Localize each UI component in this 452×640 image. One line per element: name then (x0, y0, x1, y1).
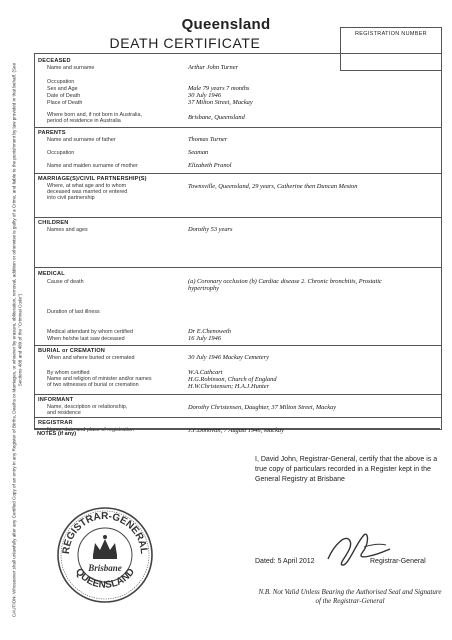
minister-value-2: H.W.Christensen; H.A.J.Hunter (188, 383, 270, 390)
section-medical: MEDICAL (38, 271, 65, 277)
divider (35, 417, 441, 418)
marriage-label-2: deceased was married or entered (47, 189, 128, 195)
section-marriage: MARRIAGE(S)/CIVIL PARTNERSHIP(S) (38, 176, 147, 182)
father-value: Thomas Turner (188, 136, 228, 143)
children-value: Dorothy 53 years (188, 226, 233, 233)
section-children: CHILDREN (38, 220, 69, 226)
cause-label: Cause of death (47, 279, 84, 285)
section-parents: PARENTS (38, 130, 66, 136)
divider (35, 173, 441, 174)
caution-notice (8, 60, 26, 620)
registrar-general-seal (55, 505, 155, 605)
seal-city: Brisbane (88, 563, 122, 573)
sex-age-value: Male 79 years 7 months (188, 85, 250, 92)
divider (34, 428, 440, 429)
registration-label: REGISTRATION NUMBER (355, 31, 427, 37)
attendant-label: Medical attendant by whom certified (47, 329, 133, 335)
name-value: Arthur John Turner (188, 64, 239, 71)
last-seen-value: 16 July 1946 (188, 335, 222, 342)
duration-label: Duration of last illness (47, 309, 100, 315)
last-seen-label: When he/she last saw deceased (47, 336, 125, 342)
divider (35, 127, 441, 128)
certification-text: I, David John, Registrar-General, certify that the above is a true copy of particulars recorded in a Register kept in the General Registry at Brisbane (255, 456, 438, 483)
date-of-death-value: 30 July 1946 (188, 92, 222, 99)
father-label: Name and surname of father (47, 137, 116, 143)
birthplace-label-1: Where born and, if not born in Australia, (47, 112, 142, 118)
section-burial: BURIAL or CREMATION (38, 348, 105, 354)
caution-text: CAUTION: Whosoever shall unlawfully alter any Certified Copy of an entry in any Register of Births, Deaths or Marriages, or whoever by erasure, obliteration, removal, addition or otherwise is guilty of a Crime, and liable to the punishment by law provided in that behalf. (See Sections 488 and 489 of the "Criminal Code") (11, 62, 22, 618)
mother-value: Elizabeth Pranol (188, 162, 232, 169)
informant-label-2: and residence (47, 410, 81, 416)
place-of-death-label: Place of Death (47, 100, 83, 106)
validity-note: N.B. Not Valid Unless Bearing the Authorised Seal and Signature of the Registrar-General (258, 588, 442, 605)
mother-label: Name and maiden surname of mother (47, 163, 138, 169)
father-occupation-label: Occupation (47, 150, 75, 156)
divider (35, 394, 441, 395)
father-occupation-value: Seaman (188, 149, 209, 156)
section-registrar: REGISTRAR (38, 420, 73, 426)
place-of-death-value: 37 Milton Street, Mackay (188, 99, 253, 106)
birthplace-label-2: period of residence in Australia (47, 118, 121, 124)
registrar-value: J.F.Donovan, 7 August 1946, Mackay (188, 427, 284, 434)
minister-label-1: Name and religion of minister and/or names (47, 376, 152, 382)
section-deceased: DECEASED (38, 58, 71, 64)
divider (35, 345, 441, 346)
registrar-general-label: Registrar-General (370, 558, 426, 565)
informant-value: Dorothy Christensen, Daughter, 37 Milton Street, Mackay (188, 404, 337, 411)
minister-value-1: H.G.Robinson, Church of England (188, 376, 277, 383)
occupation-label: Occupation (47, 79, 75, 85)
document-title: DEATH CERTIFICATE (109, 35, 261, 51)
seal-top-text: REGISTRAR-GENERAL (60, 510, 150, 555)
burial-certified-value: W.A.Cathcart (188, 369, 223, 376)
burial-when-label: When and where buried or cremated (47, 355, 135, 361)
dated-text: Dated: 5 April 2012 (255, 558, 315, 565)
crown-icon (93, 535, 117, 559)
divider (35, 217, 441, 218)
section-notes: NOTES (if any) (37, 431, 77, 437)
sex-age-label: Sex and Age (47, 86, 78, 92)
date-of-death-label: Date of Death (47, 93, 81, 99)
children-label: Names and ages (47, 227, 88, 233)
marriage-label-1: Where, at what age and to whom (47, 183, 127, 189)
registrar-label: Name, date and place of registration (47, 427, 134, 433)
seal-bottom-text: QUEENSLAND (72, 566, 138, 591)
burial-when-value: 30 July 1946 Mackay Cemetery (188, 354, 269, 361)
cause-value-1: (a) Coronary occlusion (b) Cardiac disease 2. Chronic bronchitis, Prostatic (188, 278, 382, 285)
marriage-value: Townsville, Queensland, 29 years, Catherine then Duncan Meston (188, 183, 358, 190)
minister-label-2: of two witnesses of burial or cremation (47, 382, 139, 388)
section-informant: INFORMANT (38, 397, 74, 403)
informant-label-1: Name, description or relationship, (47, 404, 128, 410)
state-title: Queensland (181, 16, 271, 33)
marriage-label-3: into civil partnership (47, 195, 95, 201)
attendant-value: Dr E.Chenoweth (188, 328, 231, 335)
divider (35, 267, 441, 268)
birthplace-value: Brisbane, Queensland (188, 114, 245, 121)
cause-value-2: hypertrophy (188, 285, 219, 292)
burial-certified-label: By whom certified (47, 370, 90, 376)
name-label: Name and surname (47, 65, 95, 71)
